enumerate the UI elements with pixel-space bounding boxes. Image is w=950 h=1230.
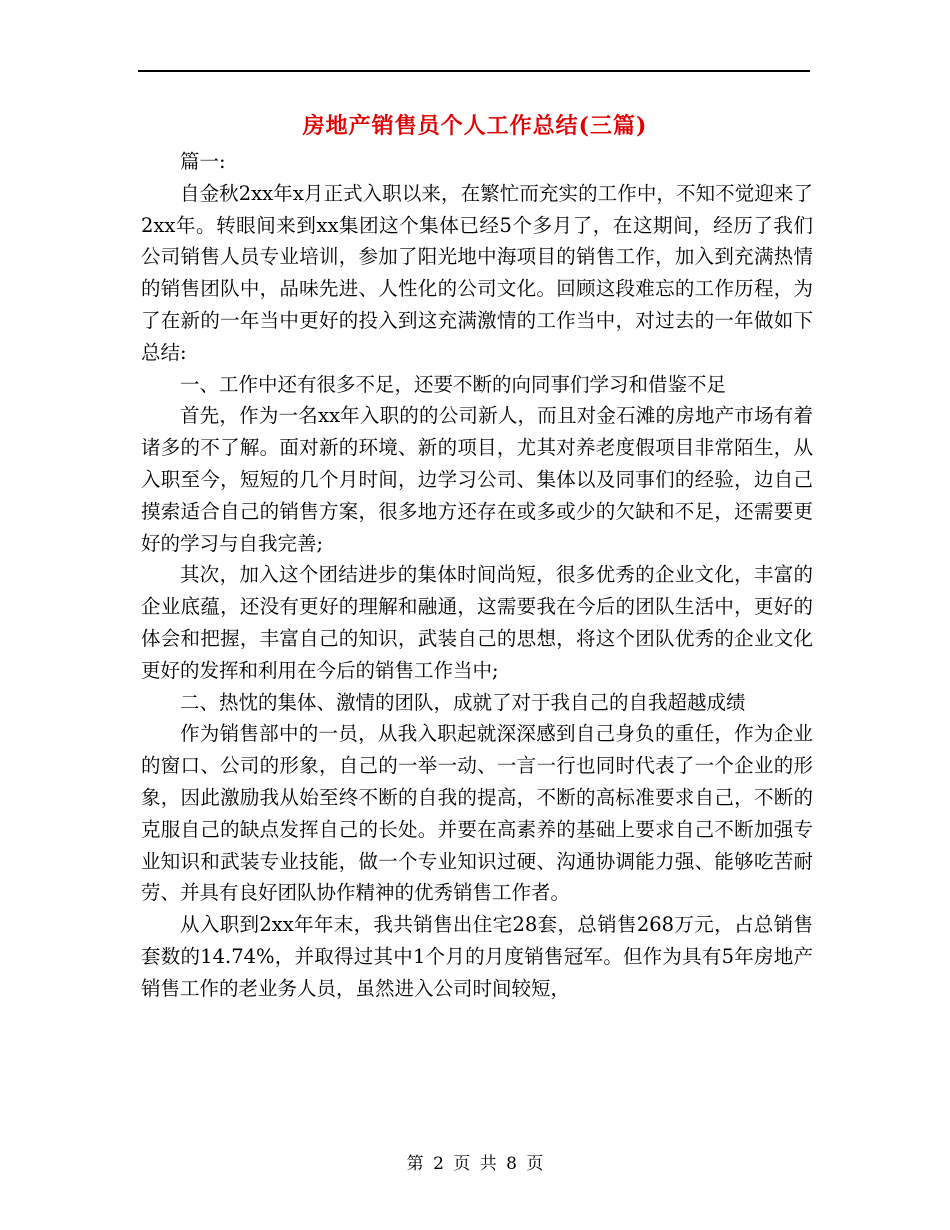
paragraph-first-point: 首先，作为一名xx年入职的的公司新人，而且对金石滩的房地产市场有着诸多的不了解。面对新的环境、新的项目，尤其对养老度假项目非常陌生，从入职至今，短短的几个月时间，边学习公司、集体以及同事们的经验，边自己摸索适合自己的销售方案，很多地方还存在或多或少的欠缺和不足，还需要更好的学习与自我完善; [141,404,813,555]
paragraph-second-point: 其次，加入这个团结进步的集体时间尚短，很多优秀的企业文化，丰富的企业底蕴，还没有更好的理解和融通，这需要我在今后的团队生活中，更好的体会和把握，丰富自己的知识，武装自己的思想，将这个团队优秀的企业文化更好的发挥和利用在今后的销售工作当中; [141,563,813,682]
paragraph-section-label: 篇一: [180,150,226,173]
header-rule [138,70,810,72]
paragraph-heading-2: 二、热忱的集体、激情的团队，成就了对于我自己的自我超越成绩 [180,690,746,714]
paragraph-sales-role: 作为销售部中的一员，从我入职起就深深感到自己身负的重任，作为企业的窗口、公司的形象，自己的一举一动、一言一行也同时代表了一个企业的形象，因此激励我从始至终不断的自我的提高，不断的高标准要求自己，不断的克服自己的缺点发挥自己的长处。并要在高素养的基础上要求自己不断加强专业知识和武装专业技能，做一个专业知识过硬、沟通协调能力强、能够吃苦耐劳、并具有良好团队协作精神的优秀销售工作者。 [141,722,813,905]
document-body [141,146,813,1005]
paragraph-heading-1: 一、工作中还有很多不足，还要不断的向同事们学习和借鉴不足 [180,372,727,396]
document-title: 房地产销售员个人工作总结(三篇) [302,113,648,139]
page-footer: 第 2 页 共 8 页 [406,1154,544,1174]
paragraph-intro: 自金秋2xx年x月正式入职以来，在繁忙而充实的工作中，不知不觉迎来了2xx年。转眼间来到xx集团这个集体已经5个多月了，在这期间，经历了我们公司销售人员专业培训，参加了阳光地中海项目的销售工作，加入到充满热情的销售团队中，品味先进、人性化的公司文化。回顾这段难忘的工作历程，为了在新的一年当中更好的投入到这充满激情的工作当中，对过去的一年做如下总结: [141,181,813,364]
paragraph-sales-results: 从入职到2xx年年末，我共销售出住宅28套，总销售268万元，占总销售套数的14.74%，并取得过其中1个月的月度销售冠军。但作为具有5年房地产销售工作的老业务人员，虽然进入公司时间较短， [141,913,813,1000]
